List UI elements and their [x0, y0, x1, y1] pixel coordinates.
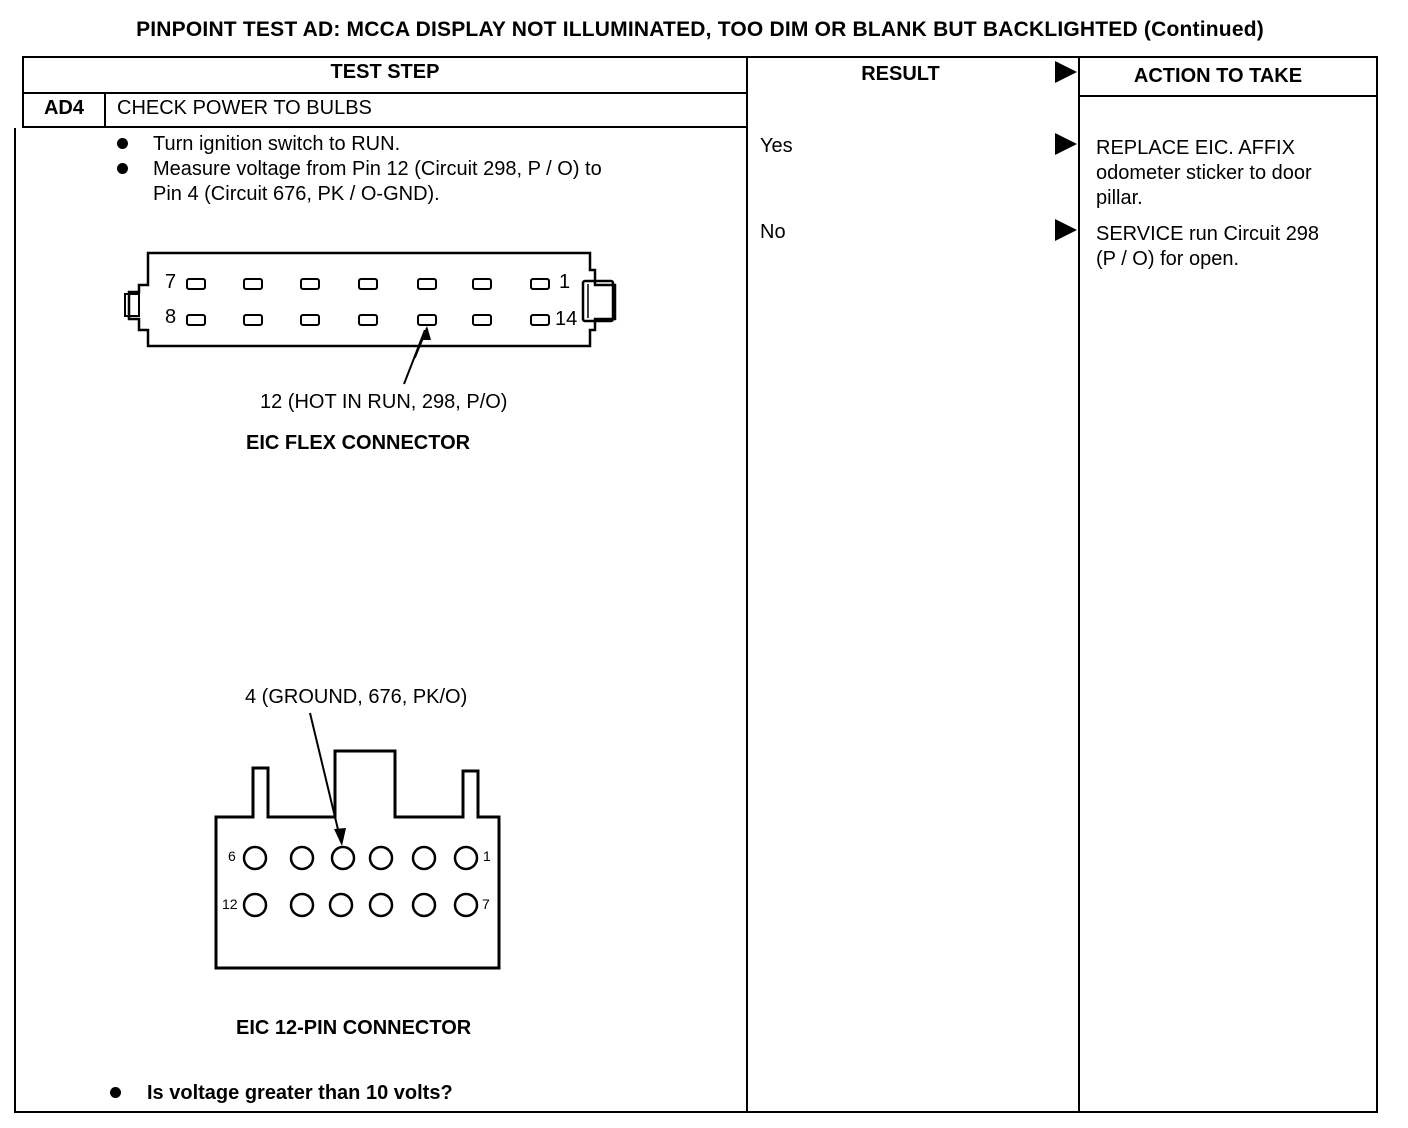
flex-callout-label: 12 (HOT IN RUN, 298, P/O): [260, 391, 508, 413]
header-test-step: TEST STEP: [330, 61, 440, 83]
action-no-line: SERVICE run Circuit 298: [1096, 223, 1320, 245]
flex-pin-label: 7: [165, 271, 177, 293]
bullet-text: Turn ignition switch to RUN.: [153, 133, 401, 155]
bullet-icon: [110, 1087, 121, 1098]
bullet-icon: [117, 163, 128, 174]
pin12-pin-label: 1: [483, 848, 491, 864]
eic-12-pin-connector-diagram: [205, 705, 515, 975]
pin12-pin-label: 6: [228, 848, 236, 864]
question-text: Is voltage greater than 10 volts?: [147, 1082, 453, 1104]
result-yes: Yes: [760, 135, 793, 157]
bullet-text-continued: Pin 4 (Circuit 676, PK / O-GND).: [153, 183, 440, 205]
action-no-line: (P / O) for open.: [1096, 248, 1240, 270]
flex-pin-label: 8: [165, 306, 177, 328]
header-action: ACTION TO TAKE: [1133, 65, 1303, 87]
pin12-callout-label: 4 (GROUND, 676, PK/O): [245, 686, 468, 708]
eic-flex-connector-diagram: [115, 248, 625, 358]
bullet-text: Measure voltage from Pin 12 (Circuit 298, P / O) to: [153, 158, 602, 180]
step-id: AD4: [43, 97, 84, 119]
pin12-connector-label: EIC 12-PIN CONNECTOR: [236, 1017, 472, 1039]
result-no: No: [760, 221, 786, 243]
pin12-pin-label: 12: [222, 896, 238, 912]
flex-callout-leader: [400, 330, 430, 386]
header-arrow-icon: [1055, 61, 1077, 83]
flex-pin-label: 14: [555, 308, 578, 330]
flex-connector-label: EIC FLEX CONNECTOR: [246, 432, 471, 454]
result-arrow-icon: [1055, 219, 1077, 241]
bullet-icon: [117, 138, 128, 149]
page-title: PINPOINT TEST AD: MCCA DISPLAY NOT ILLUMINATED, TOO DIM OR BLANK BUT BACKLIGHTED (Continued): [136, 18, 1264, 41]
flex-pin-label: 1: [559, 271, 571, 293]
action-yes-line: REPLACE EIC. AFFIX: [1096, 137, 1295, 159]
step-title: CHECK POWER TO BULBS: [117, 97, 372, 119]
action-yes-line: pillar.: [1096, 187, 1143, 209]
pin12-pin-label: 7: [482, 896, 490, 912]
header-result: RESULT: [861, 63, 940, 85]
result-arrow-icon: [1055, 133, 1077, 155]
action-yes-line: odometer sticker to door: [1096, 162, 1312, 184]
